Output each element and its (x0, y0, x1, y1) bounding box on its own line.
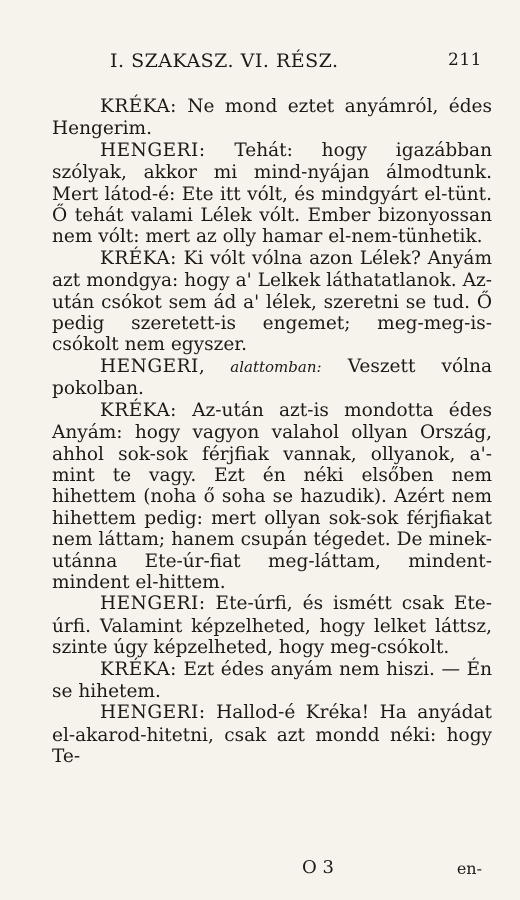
dialogue-paragraph (52, 702, 492, 767)
stage-direction: alattomban: (205, 357, 322, 376)
dialogue-text: Hallod-é Kréka! Ha anyádat el-akarod-hitetni, csak azt mondd néki: hogy Te- (52, 702, 492, 768)
dialogue-text: Veszett vólna pokolban. (52, 355, 492, 400)
dialogue-paragraph (52, 659, 492, 703)
speaker-name: HENGERI: (100, 139, 206, 161)
speaker-name: HENGERI: (100, 593, 206, 615)
body-text (52, 96, 492, 768)
speaker-name: KRÉKA: (100, 399, 177, 421)
dialogue-text: Ezt édes anyám nem hiszi. — Én se hihetem. (52, 658, 492, 702)
running-head (52, 50, 482, 74)
catchword: en- (456, 859, 482, 878)
speaker-name: KRÉKA: (100, 247, 177, 269)
dialogue-paragraph (52, 140, 492, 248)
dialogue-text: Az-után azt-is mondotta édes Anyám: hogy vagyon valahol ollyan Ország, ahhol sok-sok férjfiak vannak, ollyanok, a'-mint te vagy. Ezt én néki elsőben nem hihettem (noha ő soha se hazudik). Azért nem hihettem pedig: mert ollyan sok-sok férjfiakat nem láttam; hanem csupán tégedet. De minek-utánna Ete-úr-fiat meg-láttam, mindent-mindent el-hittem. (52, 399, 492, 593)
dialogue-paragraph (52, 356, 492, 400)
page-footer (52, 857, 482, 881)
dialogue-paragraph (52, 96, 492, 140)
page-number: 211 (448, 50, 482, 70)
speaker-name: HENGERI: (100, 702, 206, 724)
dialogue-paragraph (52, 400, 492, 594)
speaker-name: HENGERI, (100, 355, 206, 377)
signature-mark: O 3 (302, 857, 334, 878)
dialogue-paragraph (52, 593, 492, 658)
dialogue-text: Ne mond eztet anyámról, édes Hengerim. (52, 96, 492, 140)
dialogue-text: Ki vólt vólna azon Lélek? Anyám azt mondgya: hogy a' Lelkek láthatatlanok. Az-után csókot sem ád a' lélek, szeretni se tud. Ő pedig szeretett-is engemet; meg-meg-is-csókolt nem egyszer. (52, 247, 492, 356)
dialogue-text: Tehát: hogy igazábban szólyak, akkor mi mind-nyájan álmodtunk. Mert látod-é: Ete itt vólt, és mindgyárt el-tünt. Ő tehát valami Lélek vólt. Ember bizonyossan nem vólt: mert az olly hamar el-nem-tünhetik. (52, 139, 492, 248)
running-head-title: I. SZAKASZ. VI. RÉSZ. (110, 50, 339, 72)
dialogue-text: Ete-úrfi, és ismétt csak Ete-úrfi. Valamint képzelheted, hogy lelket láttsz, szinte úgy képzelheted, hogy meg-csókolt. (52, 593, 492, 659)
dialogue-paragraph (52, 248, 492, 356)
speaker-name: KRÉKA: (100, 96, 177, 117)
speaker-name: KRÉKA: (100, 658, 177, 680)
